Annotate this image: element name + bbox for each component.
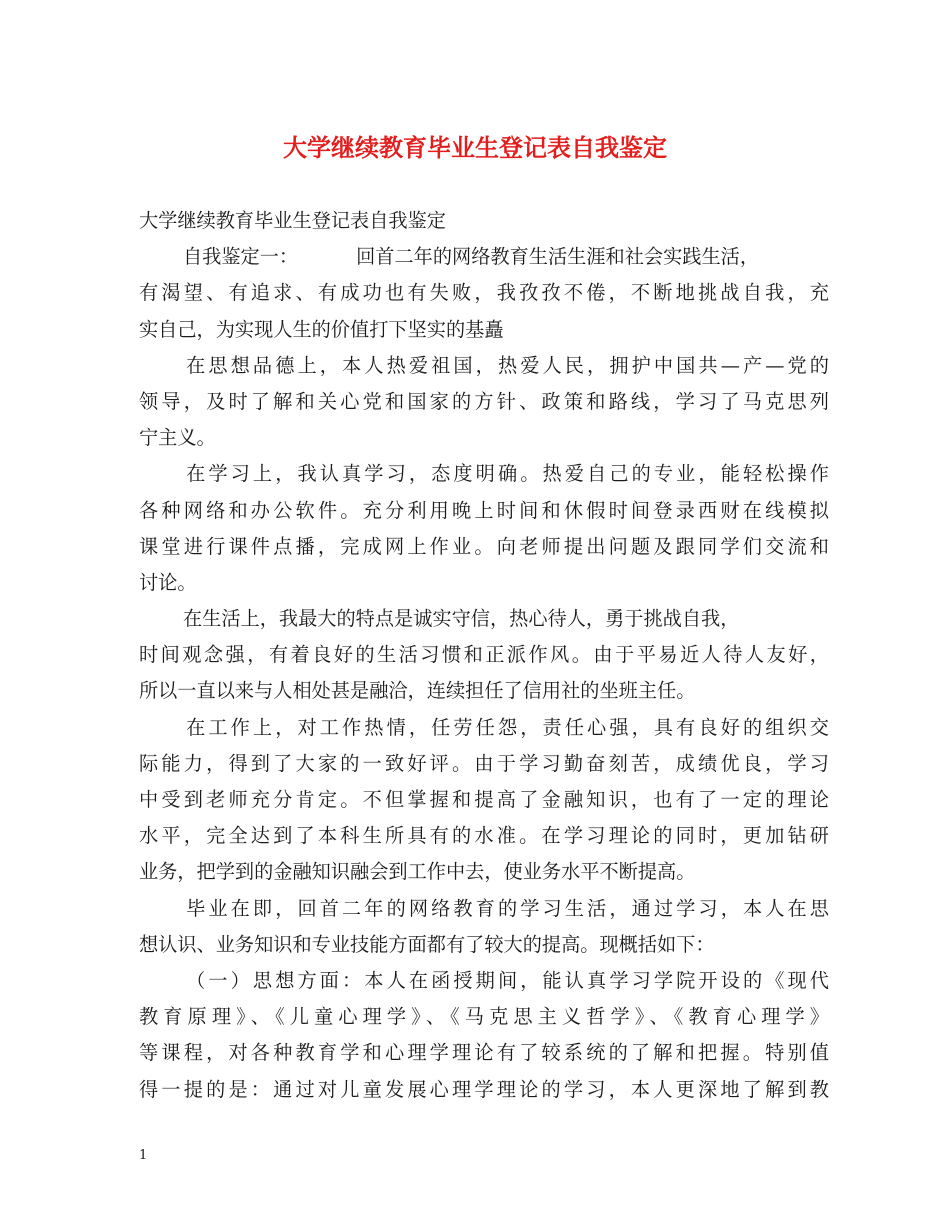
paragraph-text: 在工作上，对工作热情，任劳任怨，责任心强，具有良好的组织交	[183, 715, 829, 739]
page-number: 1	[139, 1148, 148, 1163]
paragraph-line: 教育原理》、《儿童心理学》、《马克思主义哲学》、《教育心理学》	[139, 1005, 829, 1029]
paragraph-line	[139, 348, 829, 384]
paragraph-text: 在生活上，我最大的特点是诚实守信，热心待人，勇于挑战自我，	[183, 607, 740, 631]
paragraph-line: 课堂进行课件点播，完成网上作业。向老师提出问题及跟同学们交流和	[139, 534, 829, 558]
document-body	[139, 203, 829, 1108]
paragraph-line: 讨论。	[139, 570, 197, 594]
subtitle-line: 大学继续教育毕业生登记表自我鉴定	[139, 209, 446, 232]
paragraph-line: 中受到老师充分肯定。不但掌握和提高了金融知识，也有了一定的理论	[139, 788, 829, 811]
self-assessment-label: 自我鉴定一：	[183, 245, 299, 269]
paragraph-line: 际能力，得到了大家的一致好评。由于学习勤奋刻苦，成绩优良，学习	[139, 751, 829, 775]
paragraph-line: 实自己，为实现人生的价值打下坚实的基矗	[139, 317, 504, 341]
paragraph-line: 时间观念强，有着良好的生活习惯和正派作风。由于平易近人待人友好，	[139, 643, 829, 667]
paragraph-line: 得一提的是：通过对儿童发展心理学理论的学习，本人更深地了解到教	[139, 1077, 829, 1101]
document-title: 大学继续教育毕业生登记表自我鉴定	[283, 133, 667, 162]
paragraph-text: 在学习上，我认真学习，态度明确。热爱自己的专业，能轻松操作	[183, 462, 829, 486]
paragraph-line: 所以一直以来与人相处甚是融洽，连续担任了信用社的坐班主任。	[139, 679, 696, 703]
paragraph-text: 在思想品德上，本人热爱祖国，热爱人民，拥护中国共—产—党的	[183, 353, 829, 377]
paragraph-line	[139, 601, 829, 637]
paragraph-line: 各种网络和办公软件。充分利用晚上时间和休假时间登录西财在线模拟	[139, 498, 829, 522]
paragraph-text: （一）思想方面：本人在函授期间，能认真学习学院开设的《现代	[183, 968, 829, 992]
paragraph-line: 领导，及时了解和关心党和国家的方针、政策和路线，学习了马克思列	[139, 389, 829, 413]
paragraph-line: 水平，完全达到了本科生所具有的水准。在学习理论的同时，更加钻研	[139, 824, 829, 848]
paragraph-line: 业务，把学到的金融知识融会到工作中去，使业务水平不断提高。	[139, 860, 696, 884]
paragraph-text: 回首二年的网络教育生活生涯和社会实践生活，	[356, 245, 760, 269]
paragraph-line	[139, 891, 829, 927]
paragraph-line: 有渴望、有追求、有成功也有失败，我孜孜不倦，不断地挑战自我，充	[139, 281, 829, 305]
paragraph-line: 想认识、业务知识和专业技能方面都有了较大的提高。现概括如下：	[139, 932, 715, 956]
paragraph-line	[139, 963, 829, 999]
paragraph-text: 毕业在即，回首二年的网络教育的学习生活，通过学习，本人在思	[183, 896, 829, 920]
paragraph-line: 宁主义。	[139, 426, 216, 450]
paragraph-line	[139, 456, 829, 492]
paragraph-line	[139, 710, 829, 746]
paragraph-line: 等课程，对各种教育学和心理学理论有了较系统的了解和把握。特别值	[139, 1041, 829, 1065]
paragraph-line	[139, 239, 829, 275]
